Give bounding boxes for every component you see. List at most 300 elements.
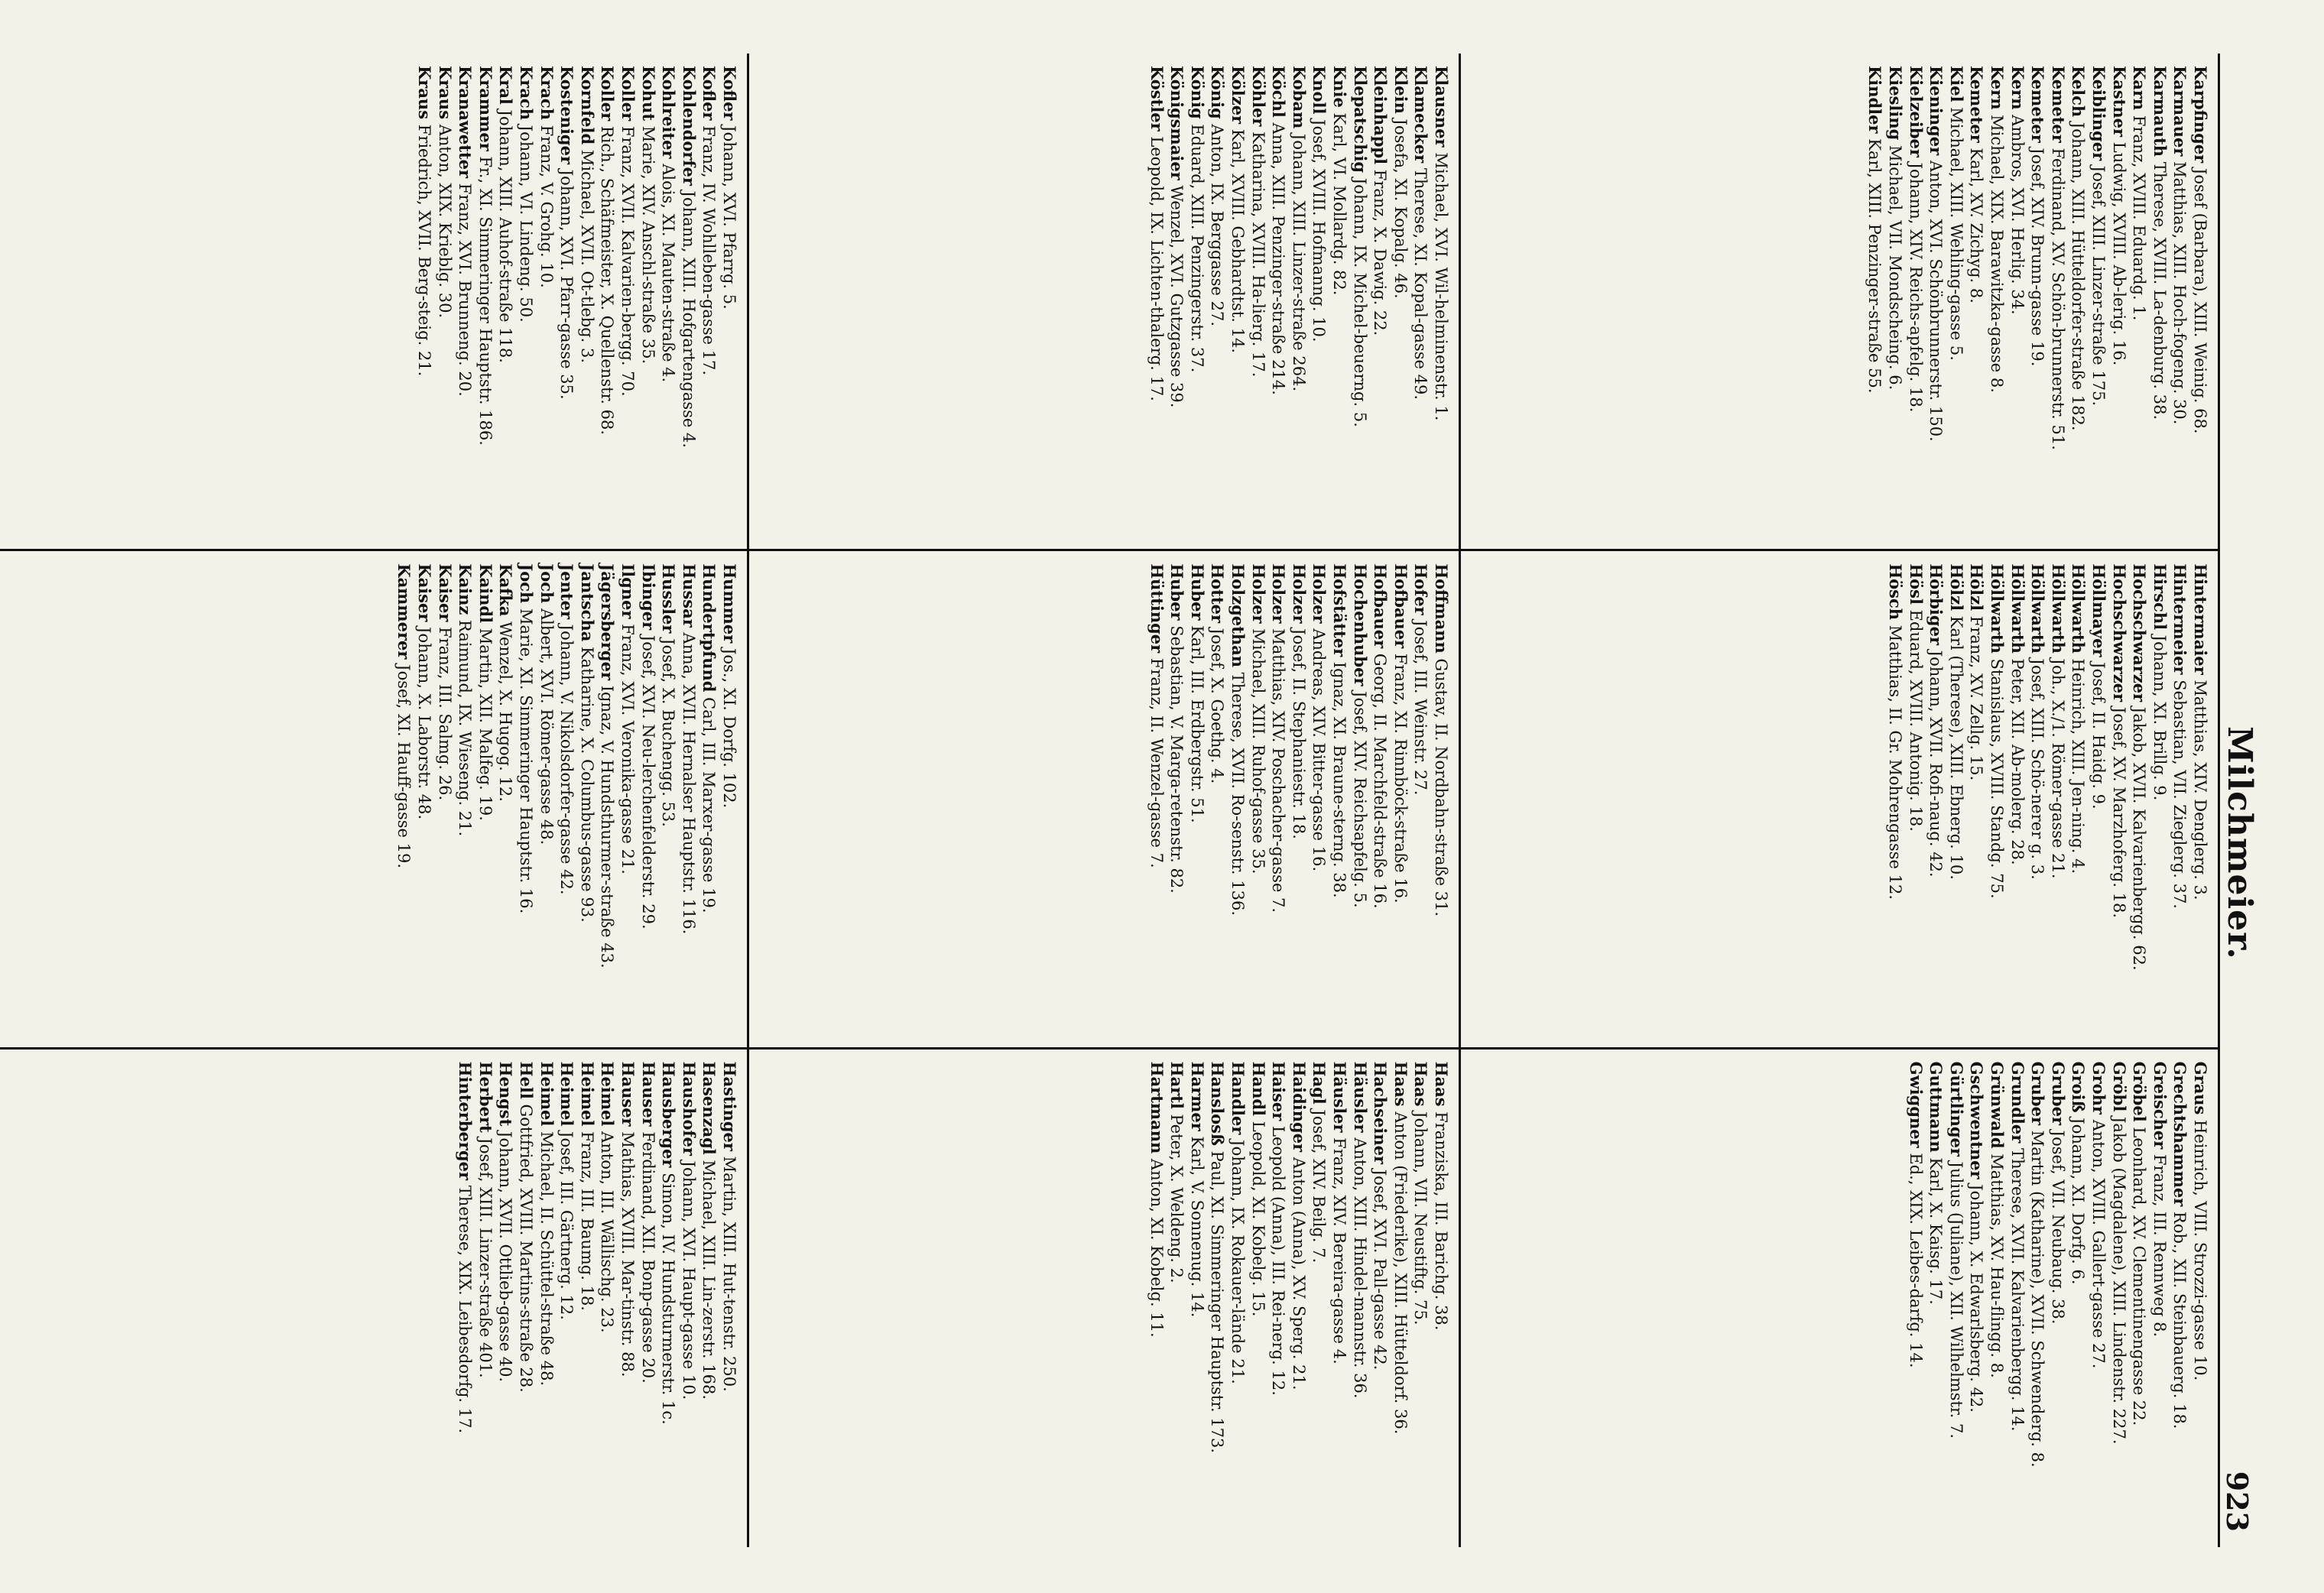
entry-surname: Hastinger [720,1061,739,1151]
entry-surname: Hölzl [1967,563,1987,612]
directory-entry [1905,563,1926,1034]
entry-surname: Hoffmann [1432,563,1451,654]
entry-details: Friedrich, XVII. Berg-steig. 21. [415,124,434,377]
entry-details: Johann, V. Nikolsdorfer-gasse 42. [557,624,576,895]
entry-details: Franz, V. Grohg. 10. [537,125,556,288]
entry-surname: Kielzeiber [1906,66,1926,157]
directory-entry [1227,563,1248,1034]
directory-entry [1905,1062,1926,1535]
directory-entry [1926,563,1946,1034]
page-header [2220,54,2289,1547]
entry-details: Johann, XVI. Pfarr-gasse 35. [557,169,576,400]
entry-surname: Höllwarth [2008,563,2027,654]
entry-details: Simon, IV. Hundsturmerstr. 1c. [659,1173,678,1425]
entry-surname: Kleinhappl [1371,66,1391,165]
entry-details: Franz, III. Baumg. 18. [577,1131,596,1311]
entry-details: Ambros, XVI. Herlig. 34. [2008,115,2027,315]
entry-surname: Karpfinger [2191,66,2210,164]
directory-entry [557,1062,577,1535]
directory-entry [2189,563,2210,1034]
entry-details: Anna, XVII. Hernalser Hauptstr. 116. [679,632,698,935]
entry-surname: Kornfeld [577,66,597,145]
directory-entry [1966,1062,1987,1535]
directory-entry [2068,563,2089,1034]
entry-details: Josef, XI. Hauff-gasse 19. [394,664,414,869]
directory-entry [515,66,536,537]
directory-entry [2047,563,2068,1034]
entry-surname: Hochschwarzer [2109,563,2129,702]
directory-entry [1288,66,1309,537]
entry-surname: Häusler [1350,1061,1370,1133]
directory-entry [658,563,679,1034]
directory-entry [1865,66,1885,537]
directory-entry [2149,1062,2170,1535]
directory-entry [1207,66,1228,537]
directory-entry [475,563,495,1034]
entry-surname: Huber [1167,563,1187,621]
entry-surname: Karmauth [2150,66,2170,157]
directory-entry [2088,563,2108,1034]
entry-details: Karl, XIII. Penzinger-straße 55. [1865,138,1884,394]
entry-details: Marie, XIV. Anschl-straße 35. [638,125,657,365]
entry-details: Josef, XIII. Schö-nerer g. 3. [2028,658,2047,880]
entry-details: Ignaz, V. Hundsthurmer-straße 43. [598,685,617,968]
directory-entry [536,563,557,1034]
entry-details: Heinrich, XIII. Jen-ning. 4. [2069,658,2088,874]
entry-surname: Hausberger [659,1061,679,1168]
directory-entry [1349,563,1370,1034]
entry-surname: Hartmann [1147,1061,1167,1154]
directory-entry [1349,66,1370,537]
entry-details: Karl (Therese), XIII. Ebnerg. 10. [1946,615,1965,880]
entry-surname: Jantscha [577,563,597,642]
directory-entry [2189,66,2210,537]
column [0,54,747,551]
entry-details: Joh., X./1. Römer-gasse 21. [2048,658,2067,879]
entry-details: Franz, XV. Zellg. 15. [1967,615,1986,781]
entry-details: Gustav, II. Nordbahn-straße 31. [1432,658,1450,917]
column [1461,1050,2218,1547]
directory-entry [536,1062,557,1535]
entry-surname: Gröbl [2109,1061,2129,1112]
entry-details: Michael, VII. Mondscheing. 6. [1886,145,1905,391]
directory-entry [1186,1062,1207,1535]
directory-entry [495,1062,516,1535]
entry-details: Franz, XVI. Brunneng. 20. [456,183,475,397]
entry-details: Carl, III. Marxer-gasse 19. [699,697,719,913]
entry-details: Josef, XIV. Brunn-gasse 19. [2028,148,2047,367]
entry-details: Josef, XIV. Reichsapfelg. 5. [1350,691,1369,908]
column [749,551,1459,1049]
entry-surname: Gschwentner [1967,1061,1987,1179]
entry-details: Ed., XIX. Leibes-darfg. 14. [1906,1153,1925,1368]
directory-entry [1309,66,1329,537]
entry-details: Josef, II. Haidg. 9. [2089,662,2108,809]
entry-block-bottom [0,54,749,1547]
entry-details: Martin, XII. Malfeg. 19. [476,628,495,821]
entry-surname: Heimel [537,1061,557,1127]
entry-details: Anton, XI. Kobelg. 11. [1147,1158,1166,1338]
directory-entry [1430,563,1451,1034]
entry-surname: Krach [517,66,537,120]
directory-entry [2108,563,2129,1034]
directory-entry [1329,563,1349,1034]
entry-details: Michael, XIII. Lin-zerstr. 168. [699,1160,719,1400]
directory-entry [638,563,658,1034]
directory-entry [576,66,597,537]
entry-surname: Hartl [1167,1061,1187,1109]
entry-surname: Kraus [415,66,435,120]
entry-details: Josef, III. Gärtnerg. 12. [557,1131,576,1320]
entry-details: Franz, XVI. Veronika-gasse 21. [618,624,638,874]
entry-details: Josef, XIII. Linzer-straße 175. [2089,165,2108,407]
entry-details: Anton, XVI. Schönbrunnerstr. 150. [1926,160,1946,442]
entry-details: Michael, XIX. Barawitzka-gasse 8. [1988,115,2007,393]
directory-entry [719,1062,739,1535]
entry-details: Leopold, XI. Kobelg. 15. [1248,1121,1267,1317]
directory-entry [2189,1062,2210,1535]
entry-details: Johann, XVII. Rofi-naug. 42. [1926,650,1946,878]
directory-entry [1248,563,1268,1034]
entry-surname: Kindler [1865,66,1885,134]
entry-surname: Hintermeier [2170,563,2190,675]
entry-details: Jos., XI. Dorfg. 102. [720,648,738,809]
directory-entry [495,563,516,1034]
directory-entry [2047,1062,2068,1535]
page-number: 923 [2220,1471,2254,1532]
entry-details: Martin, XIII. Hut-tenstr. 250. [720,1156,738,1392]
entry-surname: Krach [537,66,557,120]
directory-entry [1329,1062,1349,1535]
entry-details: Rich., Schäfmeister, X. Quellenstr. 68. [598,125,617,436]
entry-details: Jakob (Magdalene), XIII. Lindenstr. 227. [2109,1117,2128,1445]
directory-entry [1370,1062,1391,1535]
entry-surname: Hofbauer [1371,563,1391,649]
entry-details: Karl, XVIII. Gebhardtst. 14. [1229,128,1248,354]
directory-entry [414,66,435,537]
entry-surname: Hösl [1906,563,1926,605]
directory-entry [1370,66,1391,537]
entry-details: Franz, XI. Rinnböck-straße 16. [1391,653,1410,904]
entry-surname: Kaiser [415,563,435,622]
entry-surname: Klamecker [1411,66,1431,164]
directory-entry [719,563,739,1034]
entry-details: Josef, XVI. Neu-lerchenfelderstr. 29. [638,634,657,930]
entry-surname: Heimel [598,1061,618,1127]
entry-details: Johann, XI. Dorfg. 6. [2069,1118,2088,1285]
entry-surname: Huber [1187,563,1207,621]
entry-surname: Kohut [638,66,658,122]
entry-surname: Hengst [496,1061,516,1127]
entry-details: Josef, X. Buchengg. 53. [659,638,678,827]
entry-surname: Hirschl [2150,563,2170,631]
directory-entry [434,66,455,537]
entry-details: Gottfried, XVIII. Martins-straße 28. [517,1104,536,1393]
entry-surname: Graus [2191,1061,2210,1115]
directory-entry [638,1062,658,1535]
entry-details: Karl, VI. Mollardg. 82. [1330,112,1349,296]
directory-entry [1227,1062,1248,1535]
entry-details: Matthias, XV. Hau-flingg. 8. [1988,1153,2007,1378]
directory-entry [2108,1062,2129,1535]
directory-entry [1268,563,1289,1034]
entry-details: Anton (Friederike), XIII. Hütteldorf. 36. [1391,1111,1410,1435]
entry-details: Karl, X. Kaisg. 17. [1926,1157,1946,1305]
directory-entry [678,1062,699,1535]
entry-surname: Hintermaier [2191,563,2210,675]
entry-details: Matthias, II. Gr. Mohrengasse 12. [1886,625,1905,900]
entry-details: Johann, IX. Rokauer-lände 21. [1229,1140,1248,1384]
directory-entry [1926,66,1946,537]
entry-surname: Hundertpfund [699,563,719,693]
entry-details: Josef, XIV. Beilg. 7. [1310,1109,1329,1264]
entry-surname: Gürtlinger [1946,1061,1966,1157]
entry-surname: Kemeter [2028,66,2048,143]
directory-entry [2170,66,2190,537]
directory-entry [1430,66,1451,537]
entry-surname: Ilgner [618,563,638,619]
directory-entry [1390,66,1410,537]
directory-entry [1410,66,1431,537]
entry-details: Josef, II. Stephaniestr. 18. [1289,628,1308,839]
entry-details: Katharina, XVIII. Ha-lierg. 17. [1248,131,1267,378]
directory-entry [1926,1062,1946,1535]
directory-entry [455,1062,476,1535]
entry-details: Johann, XIII. Auhof-straße 118. [496,109,515,363]
entry-surname: Kemeter [1967,66,1987,143]
directory-entry [557,563,577,1034]
directory-entry [2007,66,2027,537]
directory-entry [2088,1062,2108,1535]
directory-entry [576,1062,597,1535]
entry-surname: Holzer [1269,563,1289,624]
entry-surname: Handl [1248,1061,1268,1117]
entry-details: Johann, XVI. Pfarrg. 5. [720,125,738,310]
entry-details: Johann, XVII. Ottlieb-gasse 40. [496,1131,515,1383]
entry-surname: Hochenhuber [1350,563,1370,686]
entry-details: Wenzel, X. Hugog. 12. [496,621,515,802]
directory-entry [1986,1062,2007,1535]
directory-entry [1248,1062,1268,1535]
entry-surname: Groiß [2069,1061,2089,1113]
entry-details: Johann, X. Laborstr. 48. [415,627,434,820]
entry-surname: Kieninger [1926,66,1946,156]
entry-surname: Greischer [2150,1061,2170,1150]
entry-details: Anton, IX. Berggasse 27. [1208,124,1227,327]
entry-details: Raimund, IX. Wieseng. 21. [456,620,475,837]
entry-details: Leopold (Anna), III. Rei-nerg. 12. [1269,1126,1288,1396]
directory-entry [1268,1062,1289,1535]
directory-entry [1329,66,1349,537]
entry-block-top [1461,54,2220,1547]
entry-surname: König [1187,66,1207,119]
entry-details: Franz, IV. Wohlleben-gasse 17. [699,125,719,376]
entry-details: Heinrich, VIII. Strozzi-gasse 10. [2191,1120,2209,1381]
entry-details: Therese, XVII. Kalvarienbergg. 14. [2008,1147,2027,1432]
entry-details: Anton, XIX. Krieblg. 30. [435,124,454,319]
directory-entry [536,66,557,537]
entry-details: Katharine, X. Columbus-gasse 93. [577,647,596,923]
directory-entry [617,563,638,1034]
entry-details: Josef, XVIII. Hofmanng. 10. [1310,119,1329,342]
directory-entry [1885,66,1906,537]
entry-details: Josef, XVI. Pall-gasse 42. [1371,1169,1390,1371]
directory-entry [2007,1062,2027,1535]
entry-details: Anton, XIII. Hindel-mannstr. 36. [1350,1137,1369,1399]
directory-entry [678,66,699,537]
directory-entry [1227,66,1248,537]
entry-surname: Jenter [557,563,577,620]
entry-surname: Ibinger [638,563,658,631]
entry-surname: Heimel [577,1061,597,1127]
directory-entry [515,563,536,1034]
entry-details: Josef, VII. Neubaug. 38. [2048,1130,2067,1325]
directory-entry [699,66,719,537]
directory-entry [576,563,597,1034]
entry-details: Eduard, XVIII. Antonig. 18. [1906,609,1925,832]
entry-surname: Gruber [2028,1061,2048,1126]
entry-surname: Grundler [2008,1061,2027,1144]
directory-entry [1946,66,1966,537]
entry-surname: Klausner [1432,66,1451,148]
entry-surname: Hochschwarzer [2130,563,2150,702]
directory-entry [2007,563,2027,1034]
column [0,551,747,1049]
entry-surname: Haas [1432,1061,1451,1107]
directory-entry [1986,66,2007,537]
entry-details: Josef, X. Goethg. 4. [1208,628,1227,784]
entry-details: Leonhard, XV. Clementinengasse 22. [2130,1127,2149,1426]
entry-surname: Hüttinger [1147,563,1167,654]
entry-details: Johann, XI. Brillg. 9. [2150,634,2169,801]
entry-surname: Koller [618,66,638,122]
entry-details: Anton, III. Wällischg. 23. [598,1131,617,1333]
entry-details: Johann, X. Edwarlsberg. 42. [1967,1184,1986,1413]
entry-surname: Kofler [720,66,739,121]
entry-surname: Haas [1391,1061,1410,1107]
entry-surname: Heimel [557,1061,577,1127]
entry-details: Anna, XIII. Penzinger-straße 214. [1269,122,1288,395]
entry-surname: Klein [1391,66,1410,114]
directory-entry [1430,1062,1451,1535]
directory-entry [2129,563,2150,1034]
directory-entry [2027,563,2048,1034]
directory-entry [1268,66,1289,537]
entry-surname: Kohlendorfer [679,66,699,186]
entry-surname: Höllwarth [2069,563,2089,654]
entry-surname: Kammerer [394,563,414,660]
directory-entry [394,563,414,1034]
entry-details: Marie, XI. Simmeringer Hauptstr. 16. [517,608,536,914]
entry-surname: Karmauer [2170,66,2190,157]
directory-entry [1288,1062,1309,1535]
entry-surname: Kiesling [1886,66,1906,141]
directory-entry [2108,66,2129,537]
entry-surname: Köhler [1248,66,1268,127]
directory-entry [1288,563,1309,1034]
entry-block-middle [749,54,1461,1547]
column [749,54,1459,551]
directory-entry [1309,563,1329,1034]
entry-details: Andreas, XIV. Bitter-gasse 16. [1310,628,1329,872]
directory-entry [1390,1062,1410,1535]
directory-entry [699,563,719,1034]
entry-surname: Knoll [1310,66,1329,115]
entry-surname: Krammer [476,66,495,151]
entry-surname: Herbert [476,1061,495,1133]
entry-surname: Jägersberger [598,563,618,681]
entry-surname: Hachseiner [1371,1061,1391,1165]
entry-surname: Haidinger [1289,1061,1309,1153]
entry-details: Franz, II. Wenzel-gasse 7. [1147,657,1166,868]
entry-details: Franz, XVII. Kalvarien-bergg. 70. [618,125,638,397]
directory-entry [2170,563,2190,1034]
entry-details: Ferdinand, XII. Bonp-gasse 20. [638,1131,657,1384]
entry-surname: Hussar [679,563,699,628]
directory-entry [597,1062,618,1535]
entry-surname: König [1208,66,1228,119]
entry-surname: Grohr [2089,1061,2109,1114]
directory-entry [1146,563,1167,1034]
directory-entry [1207,1062,1228,1535]
entry-surname: Grechtshammer [2170,1061,2190,1207]
entry-surname: Hanslosß [1208,1061,1228,1146]
column [1461,551,2218,1049]
entry-details: Rob., XII. Steinbauerg. 18. [2170,1212,2189,1429]
entry-details: Matthias, XIV. Poschacher-gasse 7. [1269,628,1288,913]
entry-surname: Kraus [435,66,455,120]
directory-entry [1207,563,1228,1034]
entry-details: Josef, III. Weinstr. 27. [1411,620,1430,796]
directory-entry [434,563,455,1034]
entry-details: Leopold, IX. Lichten-thalerg. 17. [1147,136,1166,401]
entry-details: Wenzel, XVI. Gutzgasse 39. [1167,185,1186,408]
entry-surname: Gruber [2048,1061,2068,1126]
entry-details: Sebastian, V. Marga-retenstr. 82. [1167,625,1186,894]
directory-entry [719,66,739,537]
directory-entry [597,66,618,537]
directory-entry [2149,66,2170,537]
entry-details: Johann, XIV. Reichs-apfelg. 18. [1906,162,1925,413]
directory-entry [1986,563,2007,1034]
entry-details: Franz, XIV. Bereira-gasse 4. [1330,1137,1349,1364]
entry-surname: Holzer [1289,563,1309,624]
directory-entry [455,66,476,537]
entry-surname: Klepatschig [1350,66,1370,174]
directory-entry [597,563,618,1034]
entry-surname: Hasenzagl [699,1061,719,1155]
entry-surname: Hussler [659,563,679,634]
entry-surname: Hofstätter [1330,563,1350,657]
entry-details: Karl, V. Sonnenug. 14. [1187,1136,1206,1318]
entry-surname: Gröbel [2130,1061,2150,1122]
directory-entry [1966,66,1987,537]
directory-entry [455,563,476,1034]
entry-details: Ferdinand, XV. Schön-brunnerstr. 51. [2048,148,2067,450]
column [0,1050,747,1547]
directory-entry [1410,1062,1431,1535]
running-head: Milchmeier. [2220,726,2259,960]
directory-entry [1390,563,1410,1034]
entry-details: Therese, XVIII. La-denburg. 38. [2150,161,2169,420]
entry-surname: Joch [517,563,537,604]
directory-entry [658,1062,679,1535]
directory-entry [475,66,495,537]
entry-details: Michael, XIII. Ruhof-gasse 35. [1248,628,1267,874]
directory-entry [2129,1062,2150,1535]
entry-details: Ignaz, XI. Braune-sterng. 38. [1330,661,1349,898]
entry-details: Peter, X. Weldeng. 2. [1167,1114,1186,1283]
